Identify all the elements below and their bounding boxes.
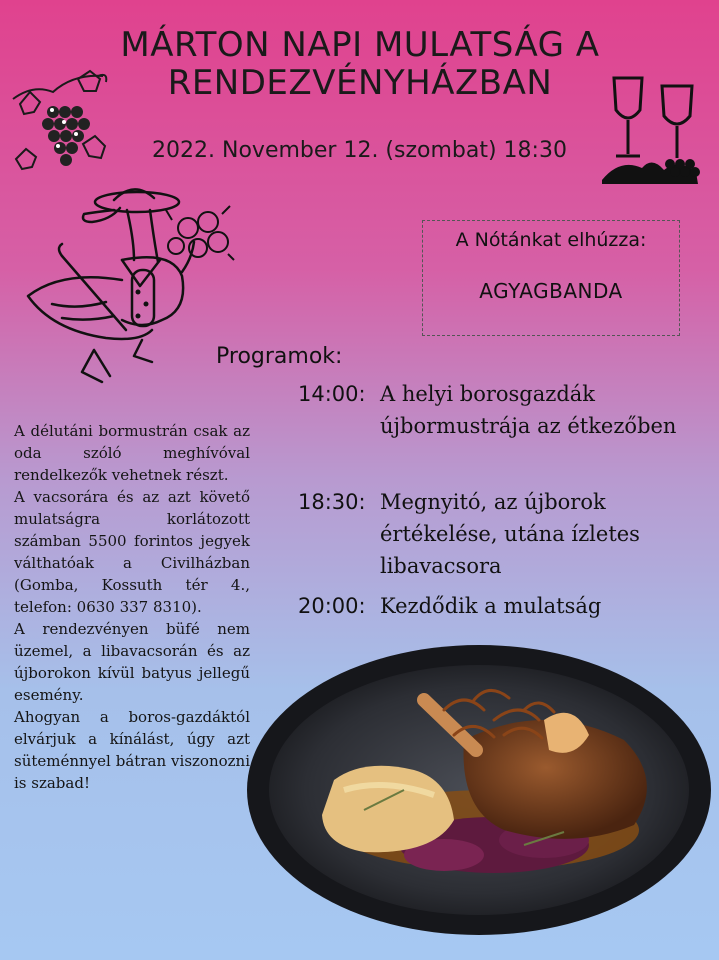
program-item [298,378,718,478]
info-text [14,420,250,794]
program-time: 20:00: [298,594,366,618]
wine-glasses-icon [600,72,710,187]
program-item [298,486,718,586]
program-time: 18:30: [298,490,366,514]
band-name: AGYAGBANDA [479,279,623,303]
band-box [422,220,680,336]
roast-duck-plate-photo [244,640,714,940]
programs-heading: Programok: [216,344,343,369]
info-paragraph: Ahogyan a boros-gazdáktól elvárjuk a kínálást, úgy azt süteménnyel bátran viszonozni is szabad! [14,708,250,792]
event-date: 2022. November 12. (szombat) 18:30 [152,138,567,163]
program-text: Kezdődik a mulatság [380,594,602,618]
poster-title: MÁRTON NAPI MULATSÁG A RENDEZVÉNYHÁZBAN [120,25,600,103]
info-paragraph: A délutáni bormustrán csak az oda szóló meghívóval rendelkezők vehetnek részt. [14,422,250,484]
goose-illustration [22,180,237,395]
info-paragraph: A vacsorára és az azt követő mulatságra korlátozott számban 5500 forintos jegyek válthatóak a Civilházban (Gomba, Kossuth tér 4., telefon: 0630 337 8310). [14,488,250,616]
band-label: A Nótánkat elhúzza: [455,229,647,251]
program-item [298,590,718,626]
program-text: Megnyitó, az újborok értékelése, utána ízletes libavacsora [380,490,640,578]
program-time: 14:00: [298,382,366,406]
info-paragraph: A rendezvényen büfé nem üzemel, a libavacsorán és az újborokon kívül batyus jellegű esemény. [14,620,250,704]
program-text: A helyi borosgazdák újbormustrája az étkezőben [380,382,677,438]
